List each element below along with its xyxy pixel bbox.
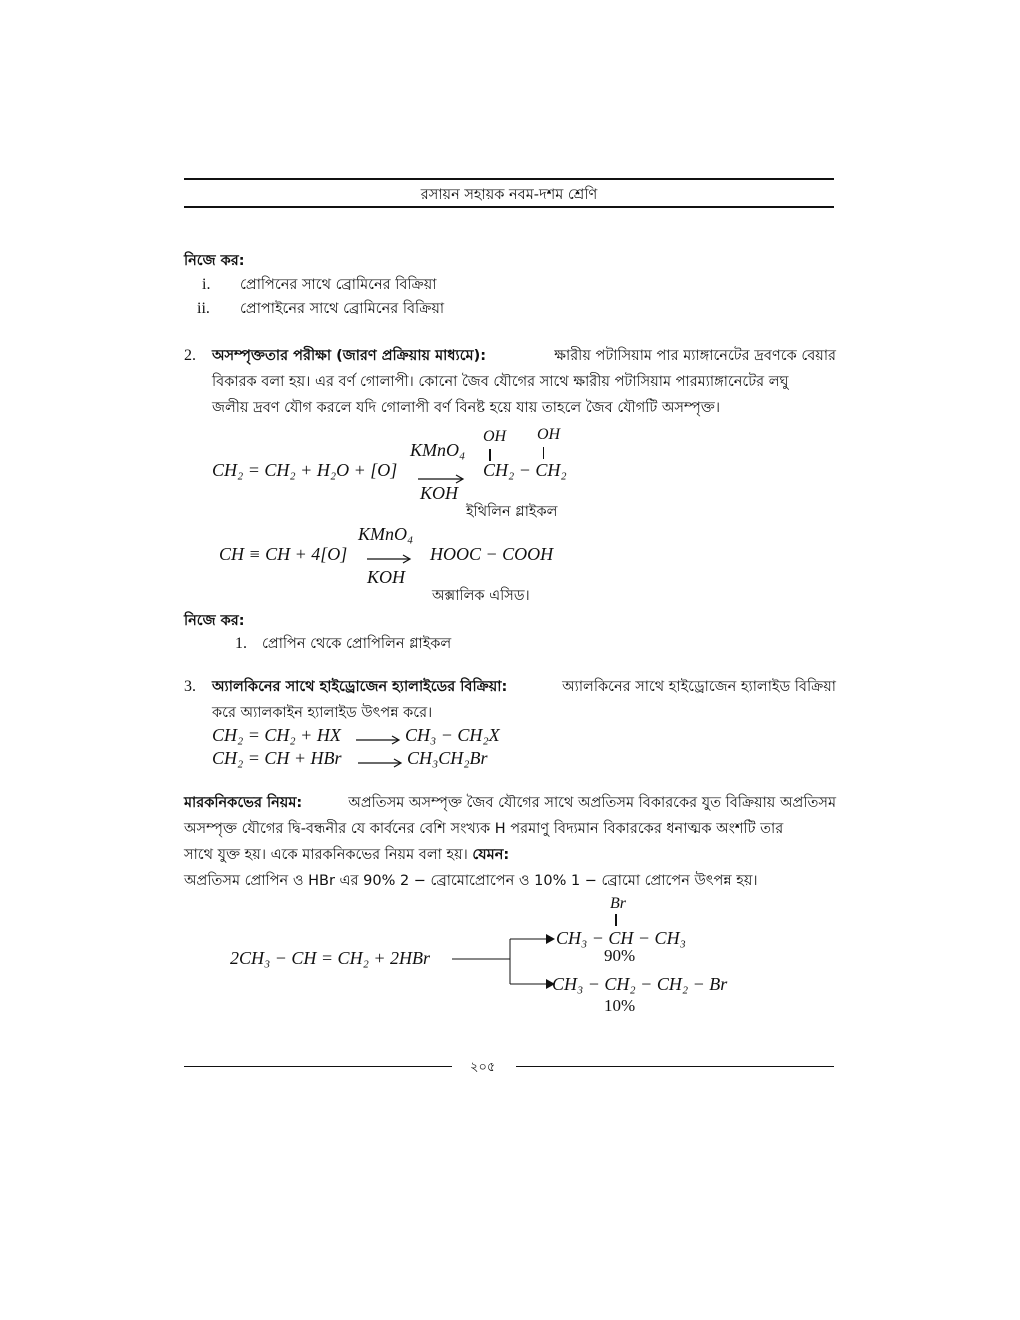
- section-number: 2.: [184, 347, 196, 364]
- section-2-text: [212, 343, 836, 421]
- page-number: ২০৫: [470, 1060, 496, 1075]
- list-item: প্রোপিন থেকে প্রোপিলিন গ্লাইকল: [262, 636, 452, 652]
- header-title: রসায়ন সহায়ক নবম-দশম শ্রেণি: [420, 187, 598, 203]
- branch-arrows: [452, 930, 556, 994]
- list-item-number: i.: [202, 276, 211, 293]
- reaction-2-reagent-top: KMnO₄: [358, 524, 414, 544]
- equation-rhs: CH₃ − CH₂X: [405, 725, 500, 745]
- br-substituent: Br: [610, 895, 626, 912]
- footer-rule-left: [184, 1066, 452, 1067]
- bond-line: [543, 447, 544, 459]
- section-3-text: [212, 674, 836, 726]
- section-3-line: অ্যালকিনের সাথে হাইড্রোজেন হ্যালাইড বিক্রিয়া: [562, 679, 836, 695]
- reaction-1-product-name: ইথিলিন গ্লাইকল: [466, 504, 558, 520]
- section-2-line: জলীয় দ্রবণ যৌগ করলে যদি গোলাপী বর্ণ বিনষ্ট হয়ে যায় তাহলে জৈব যৌগটি অসম্পৃক্ত।: [212, 400, 721, 416]
- reaction-3-lhs: 2CH₃ − CH = CH₂ + 2HBr: [230, 948, 430, 968]
- reaction-2-lhs: CH ≡ CH + 4[O]: [219, 544, 348, 564]
- self-work-heading: নিজে কর:: [184, 613, 245, 629]
- product-2-yield: 10%: [604, 996, 636, 1015]
- list-item-number: ii.: [197, 300, 210, 317]
- list-item: প্রোপাইনের সাথে ব্রোমিনের বিক্রিয়া: [240, 301, 445, 317]
- section-2-line: বিকারক বলা হয়। এর বর্ণ গোলাপী। কোনো জৈব যৌগের সাথে ক্ষারীয় পটাসিয়াম পারম্যাঙ্গানেটের লঘু: [212, 374, 789, 390]
- markovnikov-line: অপ্রতিসম অসম্পৃক্ত জৈব যৌগের সাথে অপ্রতিসম বিকারকের যুত বিক্রিয়ায় অপ্রতিসম: [348, 795, 836, 811]
- equation-arrow: [358, 754, 404, 773]
- reaction-2-product-name: অক্সালিক এসিড।: [432, 588, 530, 604]
- markovnikov-line: অসম্পৃক্ত যৌগের দ্বি-বন্ধনীর যে কার্বনের বেশি সংখ্যক H পরমাণু বিদ্যমান বিকারকের ধনাত্মক অংশটি তার: [184, 821, 784, 837]
- product-1-yield: 90%: [604, 946, 636, 965]
- section-2-line: ক্ষারীয় পটাসিয়াম পার ম্যাঙ্গানেটের দ্রবণকে বেয়ার: [554, 348, 836, 364]
- list-item: প্রোপিনের সাথে ব্রোমিনের বিক্রিয়া: [240, 277, 437, 293]
- list-item-number: 1.: [235, 635, 247, 652]
- markovnikov-title: মারকনিকভের নিয়ম:: [184, 795, 303, 811]
- section-number: 3.: [184, 678, 196, 695]
- reaction-1-product: CH₂ − CH₂: [483, 460, 567, 480]
- oh-group-1: OH: [483, 428, 507, 445]
- oh-group-2: OH: [537, 426, 561, 443]
- reaction-1-reagent-bottom: KOH: [420, 483, 459, 503]
- footer-rule-right: [516, 1066, 834, 1067]
- header-rule-top: [184, 178, 834, 180]
- reaction-1-reagent-top: KMnO₄: [410, 440, 466, 460]
- equation-lhs: CH₂ = CH₂ + HX: [212, 725, 341, 745]
- section-3-line: করে অ্যালকাইন হ্যালাইড উৎপন্ন করে।: [212, 705, 433, 721]
- section-3-title: অ্যালকিনের সাথে হাইড্রোজেন হ্যালাইডের বিক্রিয়া:: [212, 679, 508, 695]
- product-1: CH₃ − CH − CH₃: [556, 928, 686, 948]
- markovnikov-line: অপ্রতিসম প্রোপিন ও HBr এর 90% 2 − ব্রোমোপ্রোপেন ও 10% 1 − ব্রোমো প্রোপেন উৎপন্ন হয়।: [184, 873, 758, 889]
- header-rule-bottom: [184, 206, 834, 208]
- markovnikov-example-label: যেমন:: [472, 847, 510, 863]
- markovnikov-text: [184, 790, 836, 894]
- self-work-heading: নিজে কর:: [184, 253, 245, 269]
- product-2: CH₃ − CH₂ − CH₂ − Br: [552, 974, 728, 994]
- equation-arrow: [356, 731, 402, 750]
- markovnikov-line: সাথে যুক্ত হয়। একে মারকনিকভের নিয়ম বলা হয়।: [184, 847, 468, 863]
- reaction-2-reagent-bottom: KOH: [367, 567, 406, 587]
- reaction-1-lhs: CH₂ = CH₂ + H₂O + [O]: [212, 460, 398, 480]
- bond-line: [615, 914, 617, 926]
- section-2-title: অসম্পৃক্ততার পরীক্ষা (জারণ প্রক্রিয়ায় মাধ্যমে):: [212, 348, 487, 364]
- equation-lhs: CH₂ = CH + HBr: [212, 748, 342, 768]
- equation-rhs: CH₃CH₂Br: [407, 748, 488, 768]
- reaction-2-product: HOOC − COOH: [430, 544, 554, 564]
